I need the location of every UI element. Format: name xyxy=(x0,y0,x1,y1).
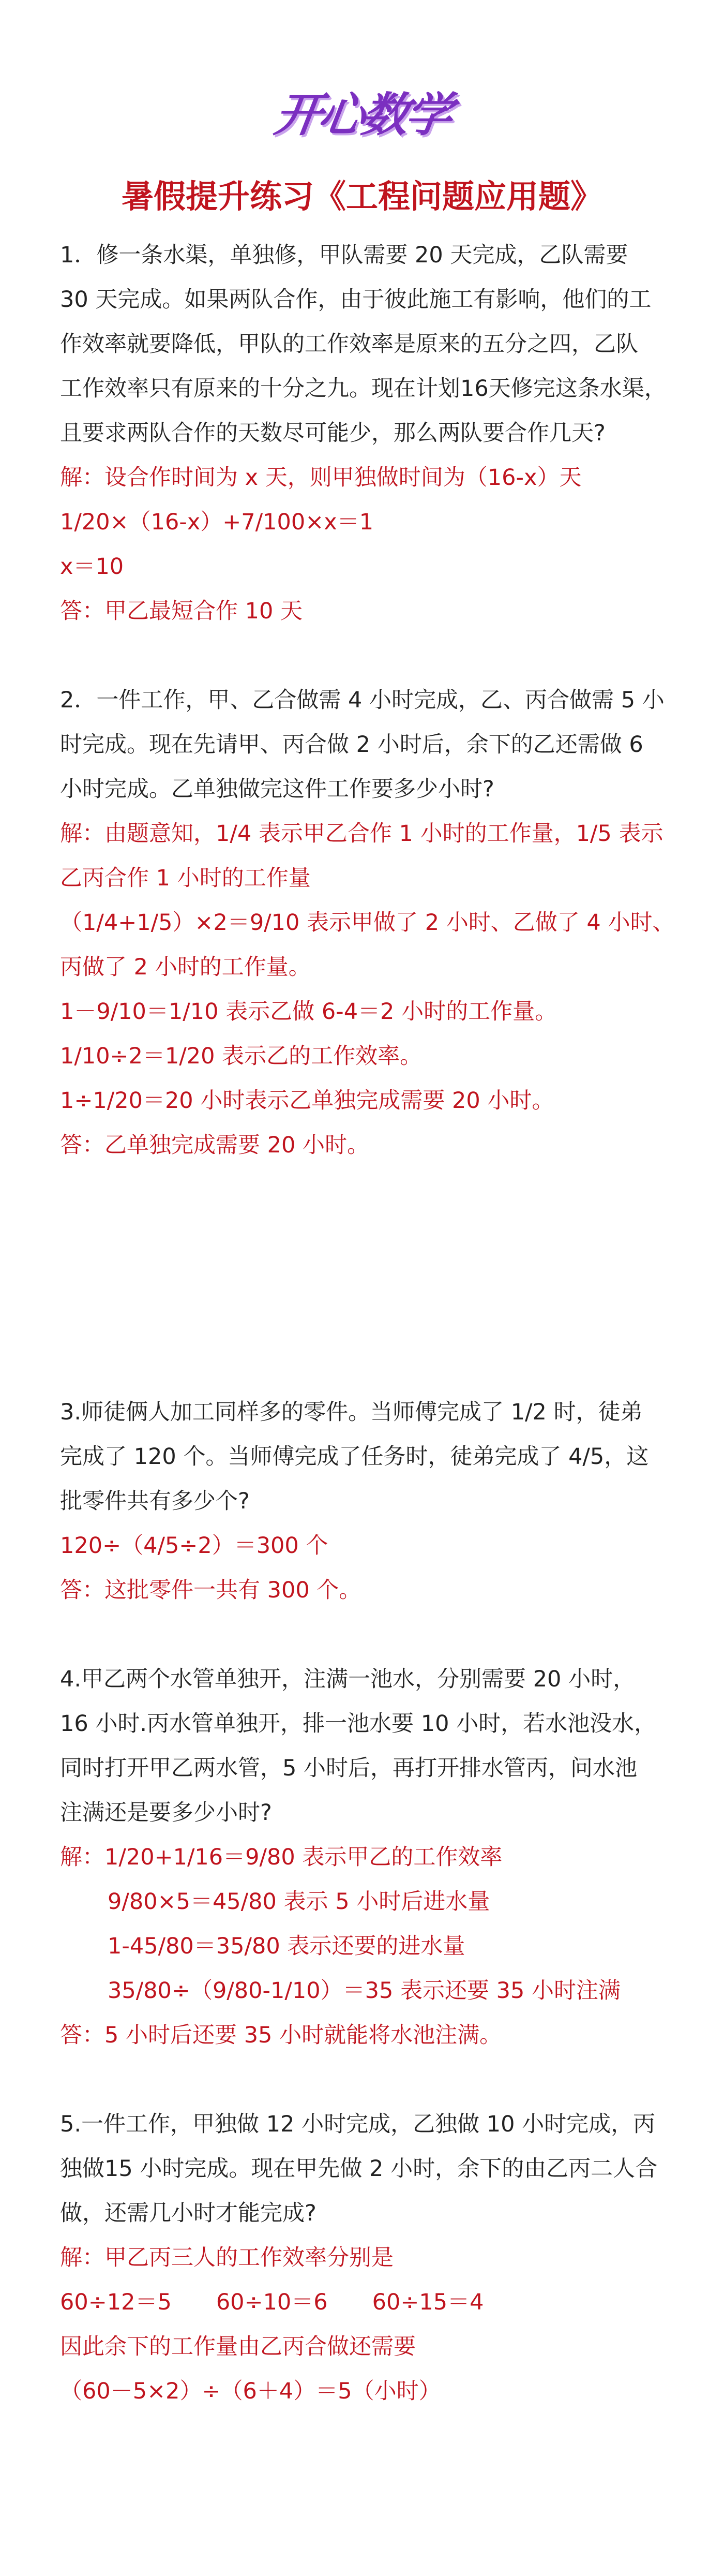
answer-line: 60÷12＝5 60÷10＝6 60÷15＝4 xyxy=(60,2289,484,2315)
answer-line: 因此余下的工作量由乙丙合做还需要 xyxy=(60,2334,416,2360)
question-line: 1．修一条水渠，单独修，甲队需要 20 天完成，乙队需要 xyxy=(60,242,628,268)
page-title: 暑假提升练习《工程问题应用题》 xyxy=(121,177,602,215)
answer-line: x＝10 xyxy=(60,554,124,580)
answer-line: 1÷1/20＝20 小时表示乙单独完成需要 20 小时。 xyxy=(60,1088,554,1114)
answer-line: 解：甲乙丙三人的工作效率分别是 xyxy=(60,2245,394,2271)
document-body xyxy=(60,233,675,2414)
answer-line: 120÷（4/5÷2）＝300 个 xyxy=(60,1533,328,1559)
problem-4 xyxy=(60,1657,675,2057)
problem-2 xyxy=(60,678,675,1167)
question-line: 独做15 小时完成。现在甲先做 2 小时，余下的由乙丙二人合 xyxy=(60,2156,658,2182)
answer-line: 9/80×5＝45/80 表示 5 小时后进水量 xyxy=(108,1889,490,1915)
question-line: 批零件共有多少个? xyxy=(60,1488,250,1514)
question-line: 且要求两队合作的天数尽可能少，那么两队要合作几天? xyxy=(60,420,606,446)
spacer xyxy=(60,2057,675,2102)
question-line: 3.师徒俩人加工同样多的零件。当师傅完成了 1/2 时，徒弟 xyxy=(60,1399,643,1425)
question-line: 作效率就要降低，甲队的工作效率是原来的五分之四，乙队 xyxy=(60,331,638,357)
question-line: 小时完成。乙单独做完这件工作要多少小时? xyxy=(60,776,494,802)
answer-line: （60－5×2）÷（6＋4）＝5（小时） xyxy=(60,2378,441,2404)
answer-line: （1/4+1/5）×2＝9/10 表示甲做了 2 小时、乙做了 4 小时、 xyxy=(60,910,675,936)
spacer xyxy=(60,633,675,678)
answer-line: 1/20×（16-x）+7/100×x＝1 xyxy=(60,509,374,535)
answer-line: 解：1/20+1/16＝9/80 表示甲乙的工作效率 xyxy=(60,1844,503,1870)
question-line: 做，还需几小时才能完成? xyxy=(60,2200,316,2226)
question-line: 同时打开甲乙两水管，5 小时后，再打开排水管丙，问水池 xyxy=(60,1755,638,1781)
question-line: 2．一件工作，甲、乙合做需 4 小时完成，乙、丙合做需 5 小 xyxy=(60,687,665,713)
brand-logo: 开心数学 xyxy=(271,88,453,142)
problem-3 xyxy=(60,1390,675,1612)
answer-line: 1/10÷2＝1/20 表示乙的工作效率。 xyxy=(60,1043,423,1069)
answer-line: 答：5 小时后还要 35 小时就能将水池注满。 xyxy=(60,2022,502,2048)
question-line: 工作效率只有原来的十分之九。现在计划16天修完这条水渠， xyxy=(60,376,667,402)
question-line: 5.一件工作，甲独做 12 小时完成，乙独做 10 小时完成，丙 xyxy=(60,2111,656,2137)
answer-line: 解：由题意知，1/4 表示甲乙合作 1 小时的工作量，1/5 表示 xyxy=(60,821,663,847)
answer-line: 答：乙单独完成需要 20 小时。 xyxy=(60,1132,370,1158)
spacer xyxy=(60,1167,675,1390)
answer-line: 35/80÷（9/80-1/10）＝35 表示还要 35 小时注满 xyxy=(108,1978,621,2004)
answer-line: 答：甲乙最短合作 10 天 xyxy=(60,598,303,624)
question-line: 注满还是要多少小时? xyxy=(60,1800,272,1826)
answer-line: 解：设合作时间为 x 天，则甲独做时间为（16-x）天 xyxy=(60,465,582,491)
answer-line: 1－9/10＝1/10 表示乙做 6-4＝2 小时的工作量。 xyxy=(60,999,557,1025)
spacer xyxy=(60,1612,675,1657)
question-line: 4.甲乙两个水管单独开，注满一池水，分别需要 20 小时， xyxy=(60,1666,636,1692)
question-line: 完成了 120 个。当师傅完成了任务时，徒弟完成了 4/5，这 xyxy=(60,1444,649,1470)
question-line: 时完成。现在先请甲、丙合做 2 小时后，余下的乙还需做 6 xyxy=(60,732,643,758)
answer-line: 答：这批零件一共有 300 个。 xyxy=(60,1577,361,1603)
answer-line: 丙做了 2 小时的工作量。 xyxy=(60,954,311,980)
problem-5 xyxy=(60,2102,675,2414)
question-line: 30 天完成。如果两队合作，由于彼此施工有影响，他们的工 xyxy=(60,287,652,313)
problem-1 xyxy=(60,233,675,633)
answer-line: 1-45/80＝35/80 表示还要的进水量 xyxy=(108,1933,465,1959)
answer-line: 乙丙合作 1 小时的工作量 xyxy=(60,865,311,891)
question-line: 16 小时.丙水管单独开，排一池水要 10 小时，若水池没水， xyxy=(60,1711,657,1737)
